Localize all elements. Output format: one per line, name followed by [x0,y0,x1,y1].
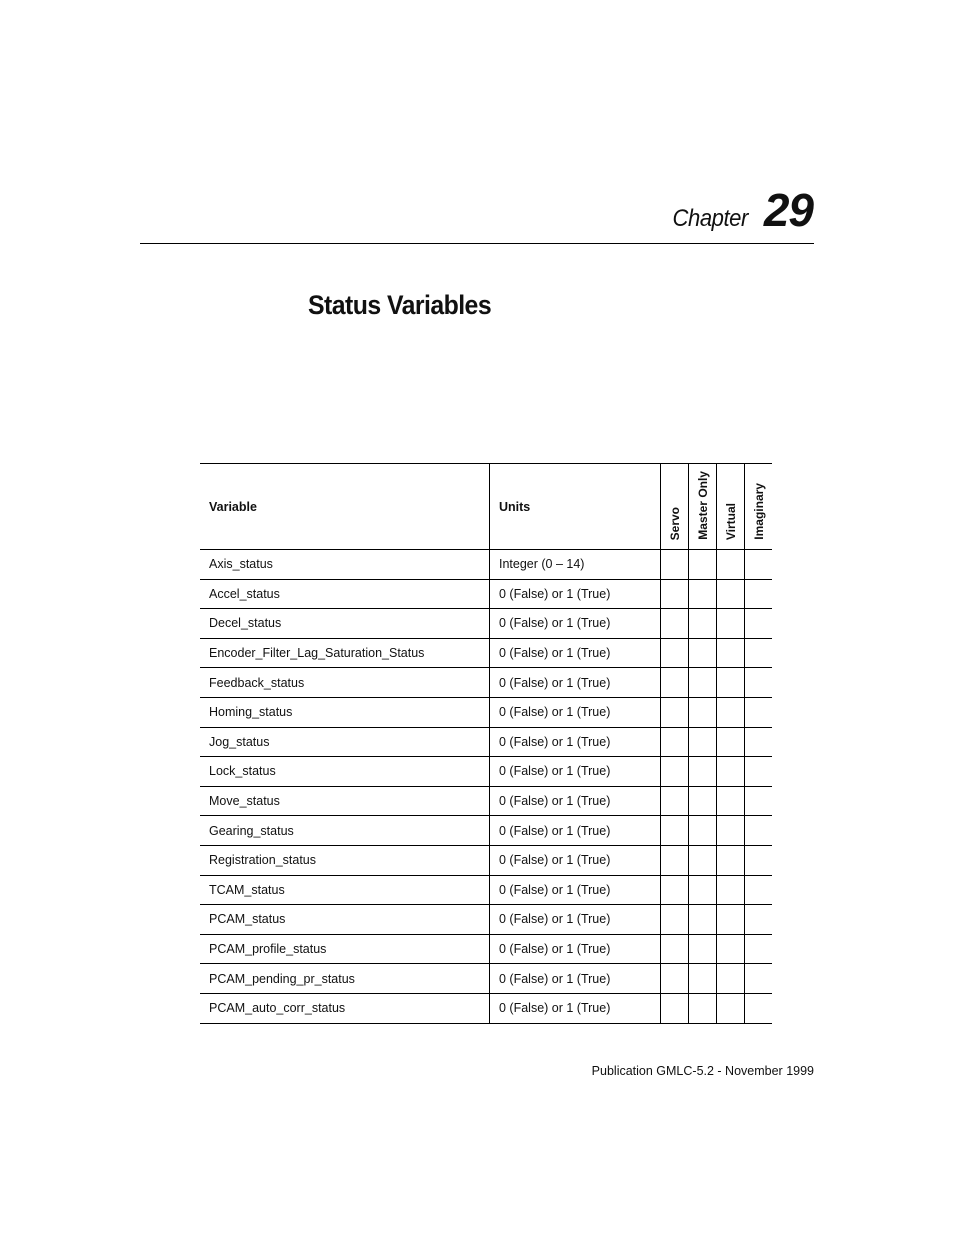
variable-cell: PCAM_auto_corr_status [200,993,490,1023]
units-cell: 0 (False) or 1 (True) [490,786,661,816]
table-row [200,609,772,639]
table-row [200,934,772,964]
publication-footer: Publication GMLC-5.2 - November 1999 [591,1064,814,1078]
master-only-cell [689,668,717,698]
variable-cell: TCAM_status [200,875,490,905]
units-cell: 0 (False) or 1 (True) [490,934,661,964]
virtual-cell [717,609,745,639]
servo-cell [661,964,689,994]
units-cell: 0 (False) or 1 (True) [490,579,661,609]
variable-cell: PCAM_pending_pr_status [200,964,490,994]
variable-cell: Registration_status [200,845,490,875]
servo-cell [661,816,689,846]
servo-cell [661,845,689,875]
servo-cell [661,697,689,727]
header-servo [661,464,689,550]
variable-cell: Homing_status [200,697,490,727]
virtual-cell [717,668,745,698]
variable-cell: Accel_status [200,579,490,609]
servo-cell [661,668,689,698]
master-only-cell [689,845,717,875]
master-only-cell [689,934,717,964]
units-cell: 0 (False) or 1 (True) [490,697,661,727]
units-cell: 0 (False) or 1 (True) [490,668,661,698]
variable-cell: Move_status [200,786,490,816]
variable-cell: Gearing_status [200,816,490,846]
page-title: Status Variables [308,290,492,320]
imaginary-cell [745,875,773,905]
virtual-cell [717,816,745,846]
header-servo-label: Servo [667,506,682,540]
header-virtual [717,464,745,550]
virtual-cell [717,697,745,727]
master-only-cell [689,875,717,905]
header-units: Units [490,464,661,550]
imaginary-cell [745,757,773,787]
virtual-cell [717,786,745,816]
table-row [200,727,772,757]
table-row [200,845,772,875]
imaginary-cell [745,638,773,668]
master-only-cell [689,786,717,816]
master-only-cell [689,993,717,1023]
header-master-only [689,464,717,550]
master-only-cell [689,550,717,580]
units-cell: 0 (False) or 1 (True) [490,964,661,994]
variable-cell: Lock_status [200,757,490,787]
servo-cell [661,757,689,787]
table-row [200,550,772,580]
header-variable: Variable [200,464,490,550]
servo-cell [661,786,689,816]
status-variables-table [200,463,772,1024]
variable-cell: Encoder_Filter_Lag_Saturation_Status [200,638,490,668]
imaginary-cell [745,550,773,580]
imaginary-cell [745,786,773,816]
virtual-cell [717,638,745,668]
master-only-cell [689,609,717,639]
units-cell: 0 (False) or 1 (True) [490,845,661,875]
servo-cell [661,875,689,905]
header-imaginary [745,464,773,550]
variable-cell: PCAM_profile_status [200,934,490,964]
virtual-cell [717,550,745,580]
units-cell: 0 (False) or 1 (True) [490,638,661,668]
header-virtual-label: Virtual [723,502,738,540]
imaginary-cell [745,668,773,698]
servo-cell [661,550,689,580]
header-master-only-label: Master Only [695,471,710,540]
chapter-heading [666,183,813,237]
virtual-cell [717,934,745,964]
header-imaginary-label: Imaginary [751,483,766,540]
units-cell: 0 (False) or 1 (True) [490,993,661,1023]
table-row [200,993,772,1023]
table-row [200,875,772,905]
imaginary-cell [745,964,773,994]
virtual-cell [717,579,745,609]
units-cell: 0 (False) or 1 (True) [490,875,661,905]
virtual-cell [717,993,745,1023]
master-only-cell [689,816,717,846]
imaginary-cell [745,905,773,935]
table-row [200,757,772,787]
chapter-label: Chapter [672,205,748,232]
master-only-cell [689,757,717,787]
servo-cell [661,934,689,964]
units-cell: 0 (False) or 1 (True) [490,609,661,639]
units-cell: 0 (False) or 1 (True) [490,727,661,757]
table-row [200,816,772,846]
variable-cell: PCAM_status [200,905,490,935]
master-only-cell [689,964,717,994]
imaginary-cell [745,609,773,639]
table-row [200,668,772,698]
virtual-cell [717,905,745,935]
servo-cell [661,638,689,668]
servo-cell [661,579,689,609]
table-row [200,786,772,816]
master-only-cell [689,727,717,757]
table-header-row [200,464,772,550]
variable-cell: Axis_status [200,550,490,580]
imaginary-cell [745,816,773,846]
virtual-cell [717,964,745,994]
imaginary-cell [745,845,773,875]
virtual-cell [717,727,745,757]
units-cell: 0 (False) or 1 (True) [490,816,661,846]
virtual-cell [717,845,745,875]
servo-cell [661,905,689,935]
servo-cell [661,993,689,1023]
variable-cell: Feedback_status [200,668,490,698]
chapter-divider [140,243,814,244]
table-body [200,550,772,1024]
master-only-cell [689,579,717,609]
imaginary-cell [745,697,773,727]
units-cell: Integer (0 – 14) [490,550,661,580]
variable-cell: Jog_status [200,727,490,757]
imaginary-cell [745,934,773,964]
chapter-number: 29 [763,184,813,236]
master-only-cell [689,905,717,935]
variable-cell: Decel_status [200,609,490,639]
servo-cell [661,727,689,757]
imaginary-cell [745,727,773,757]
master-only-cell [689,697,717,727]
imaginary-cell [745,579,773,609]
table-row [200,697,772,727]
servo-cell [661,609,689,639]
table-row [200,905,772,935]
virtual-cell [717,875,745,905]
units-cell: 0 (False) or 1 (True) [490,905,661,935]
imaginary-cell [745,993,773,1023]
table-row [200,638,772,668]
virtual-cell [717,757,745,787]
master-only-cell [689,638,717,668]
table-row [200,579,772,609]
table-row [200,964,772,994]
units-cell: 0 (False) or 1 (True) [490,757,661,787]
